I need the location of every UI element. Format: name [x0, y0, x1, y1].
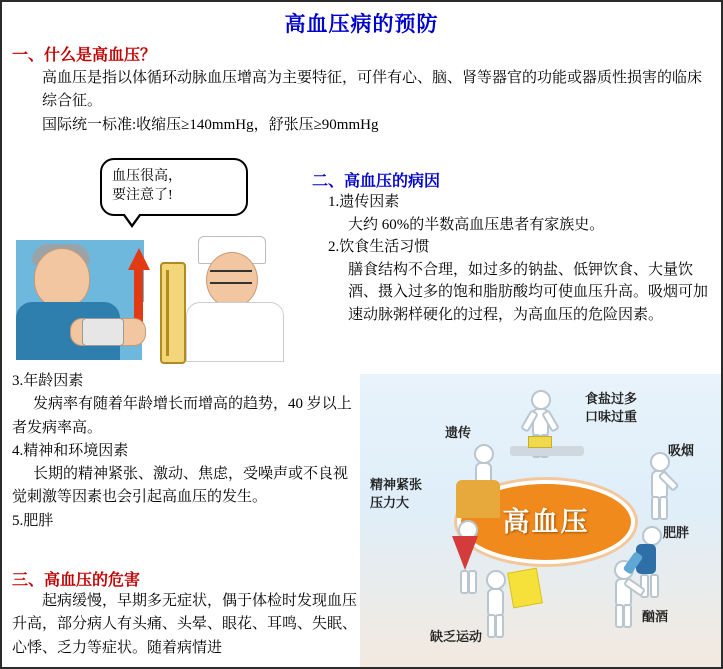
cause-item-3-num: 3.	[12, 373, 24, 389]
section-causes	[302, 168, 717, 326]
section3-paragraph: 起病缓慢，早期多无症状，偶于体检时发现血压升高，部分病人有头痛、头晕、眼花、耳鸣、失眠、心悸、乏力等症状。随着病情进	[12, 593, 358, 656]
cause-item-3	[12, 370, 357, 393]
speech-bubble	[100, 158, 248, 216]
cause-item-4-label: 精神和环境因素	[23, 442, 129, 459]
doctor-measuring-blood-pressure-cartoon	[10, 152, 300, 367]
section-harms	[12, 567, 357, 660]
heredity-chair-icon	[456, 480, 500, 518]
section2-heading: 二、高血压的病因	[312, 173, 441, 190]
cause-item-2-detail: 膳食结构不合理，如过多的钠盐、低钾饮食、大量饮酒、摄入过多的饱和脂肪酸均可使血压升高。吸烟可加速动脉粥样硬化的过程，为高血压的危险因素。	[348, 261, 709, 323]
section1-heading: 一、什么是高血压？	[12, 47, 157, 64]
cause-item-5	[12, 510, 357, 533]
sphygmomanometer-icon	[160, 262, 186, 364]
cause-item-5-label: 肥胖	[23, 512, 54, 529]
cause-item-2	[302, 236, 717, 259]
label-pressure: 压力大	[370, 495, 410, 510]
cause-item-4	[12, 440, 357, 463]
label-alcohol-abuse: 酗酒	[642, 609, 669, 624]
cause-item-4-detail: 长期的精神紧张、激动、焦虑，受噪声或不良视觉刺激等因素也会引起高血压的发生。	[12, 466, 349, 506]
cause-item-1	[302, 191, 717, 214]
section3-heading: 三、高血压的危害	[12, 572, 141, 589]
hypertension-risk-factors-infographic	[360, 374, 723, 669]
speech-bubble-line-2: 要注意了!	[112, 187, 173, 203]
yellow-paper-icon	[507, 568, 543, 609]
cause-item-1-num: 1.	[328, 194, 340, 210]
cause-item-1-label: 遗传因素	[339, 194, 400, 210]
page-title: 高血压病的预防	[284, 12, 439, 36]
label-lack-of-exercise: 缺乏运动	[430, 629, 483, 644]
section-causes-continued	[12, 370, 357, 533]
rising-arrow-icon	[128, 248, 150, 270]
label-salt-excess: 食盐过多	[585, 391, 638, 406]
cause-item-1-detail: 大约 60%的半数高血压患者有家族史。	[348, 216, 605, 233]
cause-item-3-detail: 发病率有随着年龄增长而增高的趋势，40 岁以上者发病率高。	[12, 396, 352, 436]
label-heavy-taste: 口味过重	[585, 409, 638, 424]
section1-paragraph-2: 国际统一标准:收缩压≥140mmHg，舒张压≥90mmHg	[42, 116, 379, 133]
label-mental-stress: 精神紧张	[370, 477, 423, 492]
speech-bubble-line-1: 血压很高，	[112, 169, 182, 184]
patient-head	[34, 248, 90, 308]
cause-item-5-num: 5.	[12, 512, 24, 529]
label-heredity: 遗传	[445, 425, 472, 440]
doctor-glasses-icon	[210, 270, 252, 284]
doctor-coat	[186, 302, 284, 362]
section-what-is-hypertension	[12, 42, 712, 137]
cause-item-4-num: 4.	[12, 442, 24, 459]
cause-item-3-label: 年龄因素	[23, 373, 84, 389]
cause-item-2-label: 饮食生活习惯	[339, 239, 430, 255]
blood-pressure-cuff	[82, 318, 124, 346]
center-badge-label: 高血压	[502, 507, 590, 537]
label-obesity: 肥胖	[663, 525, 690, 540]
section1-paragraph-1: 高血压是指以体循环动脉血压增高为主要特征，可伴有心、脑、肾等器官的功能或器质性损害的临床综合征。	[42, 70, 703, 110]
label-smoking: 吸烟	[668, 443, 695, 458]
cause-item-2-num: 2.	[328, 239, 340, 255]
salt-dish-icon	[528, 436, 552, 448]
